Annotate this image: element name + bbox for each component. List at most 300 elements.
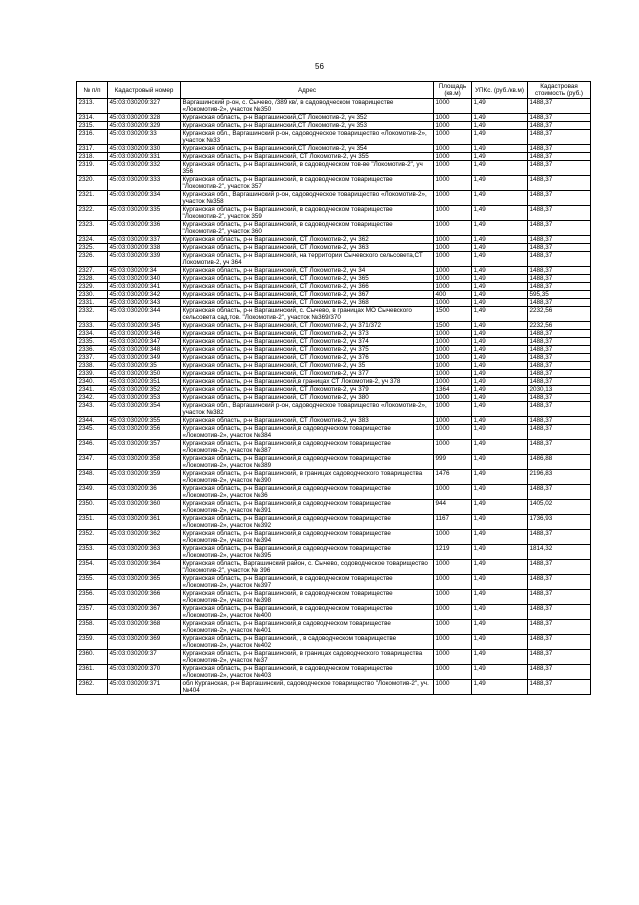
cell-area: 1000 [434, 206, 472, 221]
cell-address: Курганская область, р-н Варгашинский,СТ Локомотив-2, уч 353 [181, 122, 434, 130]
cell-number: 2340. [77, 378, 108, 386]
cell-cadastral-number: 45:03:030209:334 [108, 191, 181, 206]
cell-address: Курганская область, р-н Варгашинский, СТ Локомотив-2, уч 365 [181, 275, 434, 283]
cell-cadastral-number: 45:03:030209:346 [108, 330, 181, 338]
cell-cadastral-value: 1488,37 [528, 346, 591, 354]
cell-address: Курганская область, р-н Варгашинский, в садоводческом товариществе "Локомотив-2", участок 359 [181, 206, 434, 221]
table-row [77, 665, 591, 680]
cell-upks: 1,49 [472, 515, 528, 530]
cell-cadastral-number: 45:03:030209:353 [108, 394, 181, 402]
cell-cadastral-number: 45:03:030209:345 [108, 322, 181, 330]
cell-upks: 1,49 [472, 307, 528, 322]
cell-area: 1000 [434, 354, 472, 362]
cell-address: Курганская область, р-н Варгашинский, СТ Локомотив-2, уч 366 [181, 283, 434, 291]
cell-area: 1000 [434, 244, 472, 252]
cell-cadastral-number: 45:03:030209:366 [108, 590, 181, 605]
cell-cadastral-value: 1488,37 [528, 560, 591, 575]
table-row [77, 244, 591, 252]
table-row [77, 145, 591, 153]
cell-number: 2321. [77, 191, 108, 206]
cell-number: 2341. [77, 386, 108, 394]
table-row [77, 440, 591, 455]
table-row [77, 291, 591, 299]
cell-upks: 1,49 [472, 402, 528, 417]
cell-cadastral-value: 1488,37 [528, 99, 591, 114]
cell-cadastral-number: 45:03:030209:348 [108, 346, 181, 354]
table-row [77, 530, 591, 545]
table-row [77, 605, 591, 620]
table-row [77, 307, 591, 322]
cell-number: 2328. [77, 275, 108, 283]
table-row [77, 206, 591, 221]
table-row [77, 620, 591, 635]
cell-area: 1000 [434, 425, 472, 440]
cell-cadastral-value: 1736,93 [528, 515, 591, 530]
cell-cadastral-number: 45:03:030209:337 [108, 236, 181, 244]
cell-number: 2323. [77, 221, 108, 236]
col-header-cadastral-number: Кадастровый номер [108, 82, 181, 99]
table-row [77, 99, 591, 114]
cell-number: 2336. [77, 346, 108, 354]
cell-cadastral-value: 1488,37 [528, 620, 591, 635]
cell-cadastral-value: 1488,37 [528, 370, 591, 378]
cell-cadastral-number: 45:03:030209:359 [108, 470, 181, 485]
cell-number: 2317. [77, 145, 108, 153]
cell-upks: 1,49 [472, 455, 528, 470]
cell-area: 1000 [434, 236, 472, 244]
cell-area: 1000 [434, 267, 472, 275]
cell-address: Курганская область, р-н Варгашинский, СТ Локомотив-2, уч 363 [181, 244, 434, 252]
cell-cadastral-number: 45:03:030209:329 [108, 122, 181, 130]
cell-upks: 1,49 [472, 650, 528, 665]
cell-upks: 1,49 [472, 191, 528, 206]
cell-number: 2356. [77, 590, 108, 605]
cell-cadastral-number: 45:03:030209:335 [108, 206, 181, 221]
cell-area: 1000 [434, 575, 472, 590]
cell-upks: 1,49 [472, 620, 528, 635]
cell-address: Курганская область, р-н Варгашинский,в садоводческом товариществе «Локомотив-2», участок №394 [181, 530, 434, 545]
table-row [77, 153, 591, 161]
cell-upks: 1,49 [472, 500, 528, 515]
cell-upks: 1,49 [472, 440, 528, 455]
cell-number: 2360. [77, 650, 108, 665]
table-row [77, 485, 591, 500]
cell-cadastral-value: 1488,37 [528, 252, 591, 267]
cell-number: 2351. [77, 515, 108, 530]
cell-cadastral-value: 1488,37 [528, 299, 591, 307]
cell-upks: 1,49 [472, 665, 528, 680]
table-row [77, 161, 591, 176]
cell-address: Курганская область, р-н Варгашинский, с. Сычево, в границах МО Сычевского сельсовета сад.тов. "Локомотив-2", участок №369/370 [181, 307, 434, 322]
cell-address: Курганская область, р-н Варгашинский, в садоводческом тов-ве "Локомотив-2", уч 356 [181, 161, 434, 176]
cell-area: 1000 [434, 665, 472, 680]
table-row [77, 283, 591, 291]
cell-number: 2331. [77, 299, 108, 307]
cell-number: 2359. [77, 635, 108, 650]
cell-area: 1000 [434, 635, 472, 650]
table-row [77, 590, 591, 605]
cell-area: 1000 [434, 394, 472, 402]
cell-number: 2335. [77, 338, 108, 346]
cell-cadastral-value: 2232,56 [528, 307, 591, 322]
cell-area: 1500 [434, 307, 472, 322]
cell-address: Курганская область, р-н Варгашинский, СТ Локомотив-2, уч 355 [181, 153, 434, 161]
cell-address: Курганская обл., Варгашинский р-он, садоводческое товарищество «Локомотив-2», участок №33 [181, 130, 434, 145]
cell-address: Курганская область, р-н Варгашинский, СТ Локомотив-2, уч 383 [181, 417, 434, 425]
cell-cadastral-value: 2196,83 [528, 470, 591, 485]
cell-cadastral-number: 45:03:030209:357 [108, 440, 181, 455]
cell-cadastral-number: 45:03:030209:330 [108, 145, 181, 153]
cell-cadastral-number: 45:03:030209:363 [108, 545, 181, 560]
table-row [77, 252, 591, 267]
cell-cadastral-value: 1486,88 [528, 455, 591, 470]
cell-address: Курганская область, р-н Варгашинский, в садоводческом товариществе «Локомотив-2», участок №403 [181, 665, 434, 680]
cell-number: 2334. [77, 330, 108, 338]
cell-area: 1000 [434, 605, 472, 620]
cell-upks: 1,49 [472, 378, 528, 386]
cell-area: 1000 [434, 252, 472, 267]
table-row [77, 635, 591, 650]
cell-area: 1000 [434, 176, 472, 191]
cell-number: 2355. [77, 575, 108, 590]
cell-cadastral-number: 45:03:030209:360 [108, 500, 181, 515]
cell-cadastral-number: 45:03:030209:351 [108, 378, 181, 386]
cell-number: 2314. [77, 114, 108, 122]
cell-address: Курганская область, р-н Варгашинский, СТ Локомотив-2, уч 380 [181, 394, 434, 402]
cell-area: 1000 [434, 485, 472, 500]
cell-upks: 1,49 [472, 605, 528, 620]
cell-address: Курганская область, р-н Варгашинский, СТ Локомотив-2, уч 367 [181, 291, 434, 299]
cell-number: 2318. [77, 153, 108, 161]
cell-cadastral-number: 45:03:030209:344 [108, 307, 181, 322]
table-row [77, 680, 591, 695]
cell-number: 2347. [77, 455, 108, 470]
cell-number: 2349. [77, 485, 108, 500]
cell-upks: 1,49 [472, 283, 528, 291]
cell-area: 1000 [434, 153, 472, 161]
cell-cadastral-value: 1488,37 [528, 362, 591, 370]
cell-cadastral-value: 1488,37 [528, 221, 591, 236]
cell-cadastral-value: 2030,13 [528, 386, 591, 394]
cell-address: Курганская область, р-н Варгашинский, СТ Локомотив-2, уч 375 [181, 346, 434, 354]
cell-upks: 1,49 [472, 275, 528, 283]
cell-area: 1000 [434, 650, 472, 665]
cell-area: 1000 [434, 122, 472, 130]
cell-area: 1000 [434, 402, 472, 417]
cell-cadastral-value: 1488,37 [528, 275, 591, 283]
cell-number: 2319. [77, 161, 108, 176]
table-row [77, 122, 591, 130]
cell-cadastral-number: 45:03:030209:33 [108, 130, 181, 145]
cell-address: Курганская область, р-н Варгашинский,в садоводческом товариществе «Локомотив-2», участок №36 [181, 485, 434, 500]
cell-cadastral-number: 45:03:030209:356 [108, 425, 181, 440]
table-row [77, 378, 591, 386]
table-row [77, 650, 591, 665]
cell-address: Курганская область, р-н Варгашинский,в садоводческом товариществе «Локомотив-2», участок №401 [181, 620, 434, 635]
cell-address: Курганская область, р-н Варгашинский,СТ Локомотив-2, уч 352 [181, 114, 434, 122]
cell-area: 944 [434, 500, 472, 515]
table-row [77, 346, 591, 354]
cell-upks: 1,49 [472, 252, 528, 267]
cell-upks: 1,49 [472, 338, 528, 346]
cell-cadastral-value: 1488,37 [528, 161, 591, 176]
cell-cadastral-value: 1814,32 [528, 545, 591, 560]
cell-upks: 1,49 [472, 130, 528, 145]
cell-number: 2348. [77, 470, 108, 485]
cell-upks: 1,49 [472, 176, 528, 191]
cell-area: 1000 [434, 560, 472, 575]
table-row [77, 500, 591, 515]
cell-cadastral-number: 45:03:030209:338 [108, 244, 181, 252]
table-row [77, 130, 591, 145]
cell-cadastral-number: 45:03:030209:362 [108, 530, 181, 545]
cell-address: Курганская обл., Варгашинский р-он, садоводческое товарищество «Локомотив-2», участок №358 [181, 191, 434, 206]
cell-number: 2361. [77, 665, 108, 680]
cell-area: 1476 [434, 470, 472, 485]
cell-upks: 1,49 [472, 236, 528, 244]
cell-upks: 1,49 [472, 299, 528, 307]
col-header-address: Адрес [181, 82, 434, 99]
cell-area: 1219 [434, 545, 472, 560]
cell-cadastral-number: 45:03:030209:349 [108, 354, 181, 362]
cell-cadastral-value: 1488,37 [528, 575, 591, 590]
cell-area: 1364 [434, 386, 472, 394]
cell-cadastral-number: 45:03:030209:358 [108, 455, 181, 470]
cell-address: Курганская область, р-н Варгашинский, СТ Локомотив-2, уч 368 [181, 299, 434, 307]
cell-address: Курганская область, р-н Варгашинский,в садоводческом товариществе «Локомотив-2», участок №392 [181, 515, 434, 530]
cell-cadastral-number: 45:03:030209:368 [108, 620, 181, 635]
cell-cadastral-value: 1488,37 [528, 394, 591, 402]
cell-cadastral-value: 1488,37 [528, 176, 591, 191]
cell-cadastral-value: 1488,37 [528, 122, 591, 130]
cell-upks: 1,49 [472, 425, 528, 440]
table-row [77, 114, 591, 122]
cell-upks: 1,49 [472, 680, 528, 695]
cell-upks: 1,49 [472, 575, 528, 590]
cell-cadastral-value: 1488,37 [528, 378, 591, 386]
table-row [77, 338, 591, 346]
cell-upks: 1,49 [472, 221, 528, 236]
cell-number: 2339. [77, 370, 108, 378]
cell-upks: 1,49 [472, 370, 528, 378]
cell-cadastral-number: 45:03:030209:352 [108, 386, 181, 394]
table-row [77, 267, 591, 275]
cell-cadastral-number: 45:03:030209:35 [108, 362, 181, 370]
cell-area: 1500 [434, 322, 472, 330]
cell-area: 1000 [434, 338, 472, 346]
table-row [77, 394, 591, 402]
cell-cadastral-value: 1488,37 [528, 114, 591, 122]
cell-address: Курганская область, р-н Варгашинский, СТ Локомотив-2, уч 371/372 [181, 322, 434, 330]
cell-cadastral-value: 1488,37 [528, 244, 591, 252]
cell-cadastral-value: 1488,37 [528, 485, 591, 500]
cell-number: 2333. [77, 322, 108, 330]
cell-upks: 1,49 [472, 145, 528, 153]
cell-number: 2337. [77, 354, 108, 362]
table-row [77, 455, 591, 470]
cell-cadastral-value: 1488,37 [528, 680, 591, 695]
table-row [77, 417, 591, 425]
cell-address: Курганская область, р-н Варгашинский,в садоводческом товариществе «Локомотив-2», участок №384 [181, 425, 434, 440]
cell-cadastral-number: 45:03:030209:364 [108, 560, 181, 575]
table-row [77, 299, 591, 307]
cell-area: 1000 [434, 362, 472, 370]
cell-number: 2315. [77, 122, 108, 130]
cell-cadastral-number: 45:03:030209:340 [108, 275, 181, 283]
cell-cadastral-value: 1488,37 [528, 206, 591, 221]
cell-upks: 1,49 [472, 635, 528, 650]
cell-cadastral-value: 1488,37 [528, 650, 591, 665]
cell-address: Курганская область, р-н Варгашинский, в границах садоводческого товарищества «Локомотив-2», участок №390 [181, 470, 434, 485]
table-row [77, 275, 591, 283]
cell-number: 2357. [77, 605, 108, 620]
cell-area: 1000 [434, 130, 472, 145]
cell-cadastral-number: 45:03:030209:328 [108, 114, 181, 122]
table-row [77, 386, 591, 394]
table-row [77, 221, 591, 236]
cell-upks: 1,49 [472, 386, 528, 394]
table-row [77, 470, 591, 485]
cell-cadastral-value: 1488,37 [528, 145, 591, 153]
cell-area: 1000 [434, 99, 472, 114]
cell-number: 2329. [77, 283, 108, 291]
cell-cadastral-value: 1488,37 [528, 330, 591, 338]
cell-area: 1000 [434, 221, 472, 236]
cell-cadastral-value: 1488,37 [528, 665, 591, 680]
cell-cadastral-value: 1405,02 [528, 500, 591, 515]
cell-number: 2358. [77, 620, 108, 635]
cell-upks: 1,49 [472, 354, 528, 362]
cell-address: обл Курганская, р-н Варгашинский, садоводческое товарищество "Локомотив-2", уч. №404 [181, 680, 434, 695]
table-row [77, 545, 591, 560]
cell-number: 2338. [77, 362, 108, 370]
table-row [77, 354, 591, 362]
table-row [77, 425, 591, 440]
cell-area: 1000 [434, 299, 472, 307]
cell-cadastral-number: 45:03:030209:354 [108, 402, 181, 417]
cell-upks: 1,49 [472, 99, 528, 114]
cell-area: 1000 [434, 283, 472, 291]
cell-upks: 1,49 [472, 206, 528, 221]
cell-address: Курганская обл., Варгашинский р-он, садоводческое товарищество «Локомотив-2», участок №382 [181, 402, 434, 417]
cell-area: 1000 [434, 114, 472, 122]
cell-address: Курганская область, р-н Варгашинский,в садоводческом товариществе «Локомотив-2», участок №387 [181, 440, 434, 455]
cell-cadastral-value: 1488,37 [528, 605, 591, 620]
cell-cadastral-number: 45:03:030209:369 [108, 635, 181, 650]
cell-address: Курганская область, р-н Варгашинский, в садоводческом товариществе «Локомотив-2», участок №398 [181, 590, 434, 605]
table-row [77, 176, 591, 191]
cell-area: 1000 [434, 620, 472, 635]
cell-address: Курганская область, р-н Варгашинский,в садоводческом товариществе «Локомотив-2», участок №391 [181, 500, 434, 515]
cell-area: 1000 [434, 145, 472, 153]
cell-address: Курганская область, р-н Варгашинский, на территории Сычевского сельсовета,СТ Локомотив-2, уч 364 [181, 252, 434, 267]
cell-address: Варгашинский р-он, с. Сычево, /389 кв/, в садоводческом товариществе «Локомотив-2», участок №350 [181, 99, 434, 114]
cell-address: Курганская область, р-н Варгашинский, СТ Локомотив-2, уч 376 [181, 354, 434, 362]
cell-address: Курганская область, р-н Варгашинский,СТ Локомотив-2, уч 354 [181, 145, 434, 153]
cell-address: Курганская область, р-н Варгашинский,в садоводческом товариществе «Локомотив-2», участок №389 [181, 455, 434, 470]
cell-upks: 1,49 [472, 114, 528, 122]
cell-number: 2362. [77, 680, 108, 695]
table-row [77, 370, 591, 378]
cell-cadastral-value: 1488,37 [528, 338, 591, 346]
table-row [77, 322, 591, 330]
cell-area: 1000 [434, 275, 472, 283]
table-row [77, 402, 591, 417]
cell-cadastral-value: 1488,37 [528, 417, 591, 425]
cell-cadastral-number: 45:03:030209:34 [108, 267, 181, 275]
cell-number: 2313. [77, 99, 108, 114]
cell-cadastral-number: 45:03:030209:332 [108, 161, 181, 176]
cell-upks: 1,49 [472, 153, 528, 161]
cell-cadastral-number: 45:03:030209:365 [108, 575, 181, 590]
cell-area: 1000 [434, 330, 472, 338]
cell-upks: 1,49 [472, 267, 528, 275]
cell-cadastral-value: 1488,37 [528, 425, 591, 440]
cell-number: 2324. [77, 236, 108, 244]
cell-address: Курганская область, р-н Варгашинский, СТ Локомотив-2, уч 362 [181, 236, 434, 244]
table-row [77, 362, 591, 370]
cell-cadastral-value: 1488,37 [528, 283, 591, 291]
cell-upks: 1,49 [472, 560, 528, 575]
cell-upks: 1,49 [472, 470, 528, 485]
cell-upks: 1,49 [472, 530, 528, 545]
cell-area: 400 [434, 291, 472, 299]
cell-area: 1000 [434, 378, 472, 386]
col-header-upks: УПКс. (руб./кв.м) [472, 82, 528, 99]
cell-upks: 1,49 [472, 485, 528, 500]
cell-cadastral-number: 45:03:030209:341 [108, 283, 181, 291]
cell-cadastral-value: 1488,37 [528, 153, 591, 161]
cell-upks: 1,49 [472, 417, 528, 425]
cell-number: 2320. [77, 176, 108, 191]
cell-upks: 1,49 [472, 244, 528, 252]
cell-cadastral-number: 45:03:030209:355 [108, 417, 181, 425]
cell-cadastral-number: 45:03:030209:37 [108, 650, 181, 665]
page-number: 56 [315, 62, 324, 71]
cell-address: Курганская область, р-н Варгашинский, СТ Локомотив-2, уч 35 [181, 362, 434, 370]
cell-number: 2345. [77, 425, 108, 440]
col-header-cadastral-value: Кадастровая стоимость (руб.) [528, 82, 591, 99]
table-header-row [77, 82, 591, 99]
table-row [77, 236, 591, 244]
cell-upks: 1,49 [472, 590, 528, 605]
cell-address: Курганская область, р-н Варгашинский,в границах СТ Локомотив-2, уч 378 [181, 378, 434, 386]
cell-upks: 1,49 [472, 291, 528, 299]
cell-cadastral-value: 1488,37 [528, 354, 591, 362]
cell-upks: 1,49 [472, 330, 528, 338]
cell-area: 999 [434, 455, 472, 470]
cell-cadastral-number: 45:03:030209:367 [108, 605, 181, 620]
cell-number: 2330. [77, 291, 108, 299]
cell-number: 2346. [77, 440, 108, 455]
cell-number: 2332. [77, 307, 108, 322]
cell-cadastral-value: 595,35 [528, 291, 591, 299]
cell-cadastral-number: 45:03:030209:347 [108, 338, 181, 346]
cell-address: Курганская область, р-н Варгашинский, в садоводческом товариществе "Локомотив-2", участок 360 [181, 221, 434, 236]
cell-area: 1000 [434, 417, 472, 425]
cell-address: Курганская область, р-н Варгашинский,в садоводческом товариществе «Локомотив-2», участок №395 [181, 545, 434, 560]
cell-number: 2352. [77, 530, 108, 545]
cell-address: Курганская область, р-н Варгашинский, СТ Локомотив-2, уч 374 [181, 338, 434, 346]
cell-cadastral-number: 45:03:030209:333 [108, 176, 181, 191]
cell-upks: 1,49 [472, 161, 528, 176]
cell-cadastral-value: 1488,37 [528, 635, 591, 650]
cell-area: 1000 [434, 161, 472, 176]
cell-cadastral-value: 1488,37 [528, 590, 591, 605]
cell-number: 2354. [77, 560, 108, 575]
cell-address: Курганская область, р-н Варгашинский, , в садоводческом товариществе «Локомотив-2», участок №402 [181, 635, 434, 650]
cell-number: 2327. [77, 267, 108, 275]
